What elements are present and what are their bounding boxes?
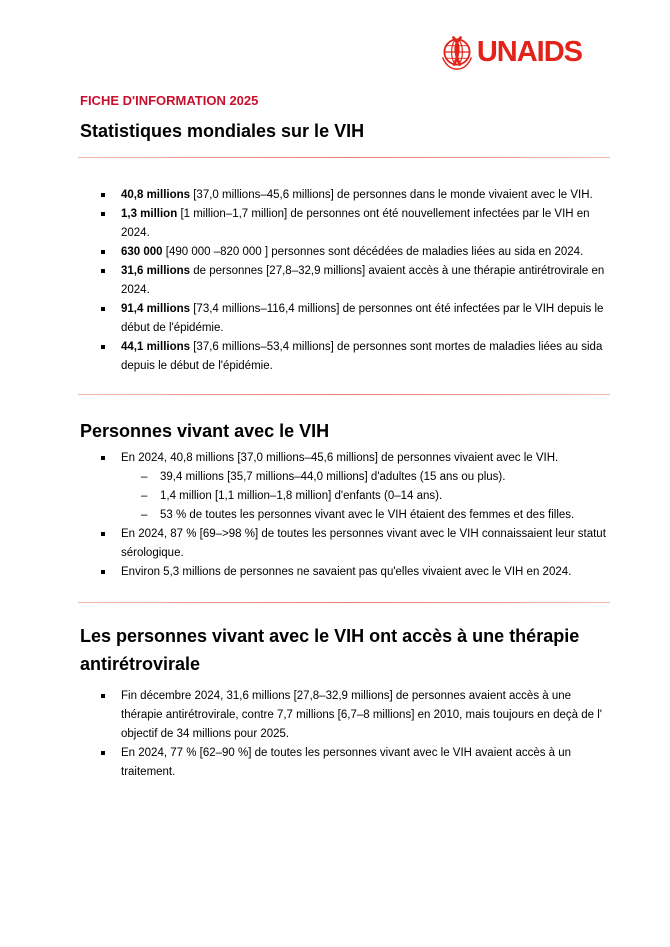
list-item: Fin décembre 2024, 31,6 millions [27,8–32,9 millions] de personnes avaient accès à une thérapie antirétrovirale, contre 7,7 millions [6,7–8 millions] en 2010, mais toujours en deçà de l' objectif de 34 millions pour 2025. [80,687,610,744]
stat-value: 40,8 millions [121,189,191,201]
sub-list-item: – 39,4 millions [35,7 millions–44,0 millions] d'adultes (15 ans ou plus). [121,468,610,487]
plhiv-list [80,449,610,582]
page-title: Statistiques mondiales sur le VIH [80,121,365,141]
stat-text: [37,6 millions–53,4 millions] de personnes sont mortes de maladies liées au sida depuis le début de l'épidémie. [121,341,603,372]
list-item [80,338,610,376]
list-item: En 2024, 77 % [62–90 %] de toutes les personnes vivant avec le VIH avaient accès à un traitement. [80,744,610,782]
unaids-ribbon-emblem-icon [439,34,475,70]
list-item-text: En 2024, 40,8 millions [37,0 millions–45,6 millions] de personnes vivaient avec le VIH. [121,452,559,464]
plhiv-sublist [80,468,610,525]
list-item: En 2024, 87 % [69–>98 %] de toutes les personnes vivant avec le VIH connaissaient leur statut sérologique. [80,525,610,563]
fact-sheet-kicker: FICHE D'INFORMATION 2025 [80,93,259,108]
section-divider [78,157,610,158]
list-item [80,300,610,338]
list-item [80,243,610,262]
section-heading-art: Les personnes vivant avec le VIH ont accès à une thérapie antirétrovirale [80,626,580,674]
stat-value: 31,6 millions [121,265,191,277]
list-item: Environ 5,3 millions de personnes ne savaient pas qu'elles vivaient avec le VIH en 2024. [80,563,610,582]
stat-text: [490 000 –820 000 ] personnes sont décédées de maladies liées au sida en 2024. [162,246,584,258]
logo-wordmark: UNAIDS [476,35,582,68]
stat-text: de personnes [27,8–32,9 millions] avaient accès à une thérapie antirétrovirale en 2024. [121,265,605,296]
section-divider [78,602,610,603]
sub-list-item: – 53 % de toutes les personnes vivant avec le VIH étaient des femmes et des filles. [121,506,610,525]
stat-value: 44,1 millions [121,341,191,353]
section-heading-plhiv: Personnes vivant avec le VIH [80,421,330,441]
stat-text: [37,0 millions–45,6 millions] de personnes dans le monde vivaient avec le VIH. [190,189,593,201]
unaids-logo [439,34,582,70]
stat-value: 630 000 [121,246,163,258]
stat-text: [1 million–1,7 million] de personnes ont été nouvellement infectées par le VIH en 2024. [121,208,590,239]
list-item [80,186,610,205]
key-stats-list [80,186,610,376]
art-list [80,687,610,782]
stat-value: 91,4 millions [121,303,191,315]
list-item [80,205,610,243]
document-body [80,91,610,782]
stat-value: 1,3 million [121,208,178,220]
list-item [80,262,610,300]
stat-text: [73,4 millions–116,4 millions] de personnes ont été infectées par le VIH depuis le début de l'épidémie. [121,303,604,334]
list-item [80,449,610,525]
section-divider [78,394,610,395]
sub-list-item: – 1,4 million [1,1 million–1,8 million] d'enfants (0–14 ans). [121,487,610,506]
